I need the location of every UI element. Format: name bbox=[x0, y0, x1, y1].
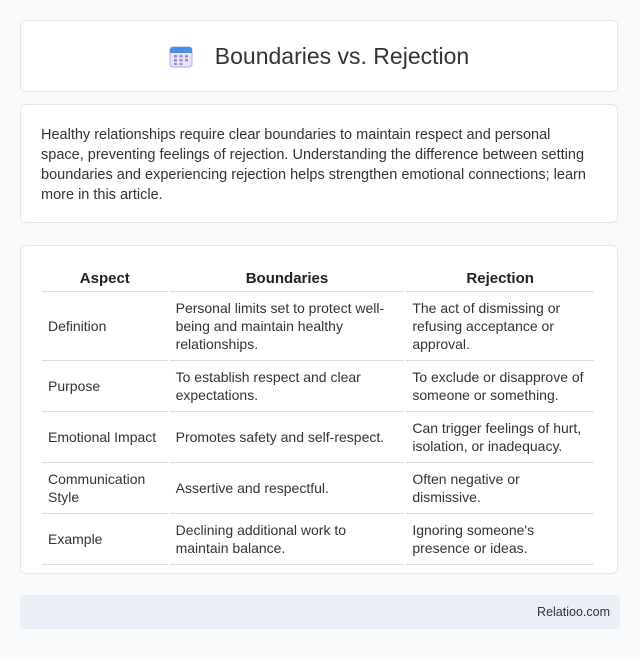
table-row bbox=[42, 514, 594, 565]
rejection-cell: Ignoring someone's presence or ideas. bbox=[406, 514, 594, 565]
table-row bbox=[42, 292, 594, 361]
aspect-cell: Purpose bbox=[42, 361, 168, 412]
footer-site-link[interactable]: Relatioo.com bbox=[537, 605, 610, 619]
table-row bbox=[42, 463, 594, 514]
title-text: Boundaries vs. Rejection bbox=[214, 42, 470, 69]
boundaries-cell: Promotes safety and self-respect. bbox=[170, 412, 405, 463]
page-title bbox=[169, 43, 469, 70]
footer bbox=[20, 595, 620, 629]
aspect-cell: Communication Style bbox=[42, 463, 168, 514]
comparison-table bbox=[40, 266, 596, 565]
boundaries-cell: Declining additional work to maintain balance. bbox=[170, 514, 405, 565]
calendar-icon bbox=[169, 44, 193, 68]
table-row bbox=[42, 412, 594, 463]
header-boundaries: Boundaries bbox=[170, 266, 405, 292]
boundaries-cell: Assertive and respectful. bbox=[170, 463, 405, 514]
intro-paragraph: Healthy relationships require clear boundaries to maintain respect and personal space, preventing feelings of rejection. Understanding the difference between setting boundaries and experiencing rejection helps strengthen emotional connections; learn more in this article. bbox=[41, 127, 586, 203]
title-card bbox=[20, 20, 618, 92]
rejection-cell: The act of dismissing or refusing acceptance or approval. bbox=[406, 292, 594, 361]
header-aspect: Aspect bbox=[42, 266, 168, 292]
header-rejection: Rejection bbox=[406, 266, 594, 292]
boundaries-cell: Personal limits set to protect well-being and maintain healthy relationships. bbox=[170, 292, 405, 361]
table-header-row bbox=[42, 266, 594, 292]
aspect-cell: Definition bbox=[42, 292, 168, 361]
aspect-cell: Example bbox=[42, 514, 168, 565]
comparison-card bbox=[20, 245, 618, 574]
rejection-cell: To exclude or disapprove of someone or something. bbox=[406, 361, 594, 412]
table-row bbox=[42, 361, 594, 412]
rejection-cell: Can trigger feelings of hurt, isolation, or inadequacy. bbox=[406, 412, 594, 463]
intro-card bbox=[20, 104, 618, 223]
aspect-cell: Emotional Impact bbox=[42, 412, 168, 463]
rejection-cell: Often negative or dismissive. bbox=[406, 463, 594, 514]
boundaries-cell: To establish respect and clear expectations. bbox=[170, 361, 405, 412]
